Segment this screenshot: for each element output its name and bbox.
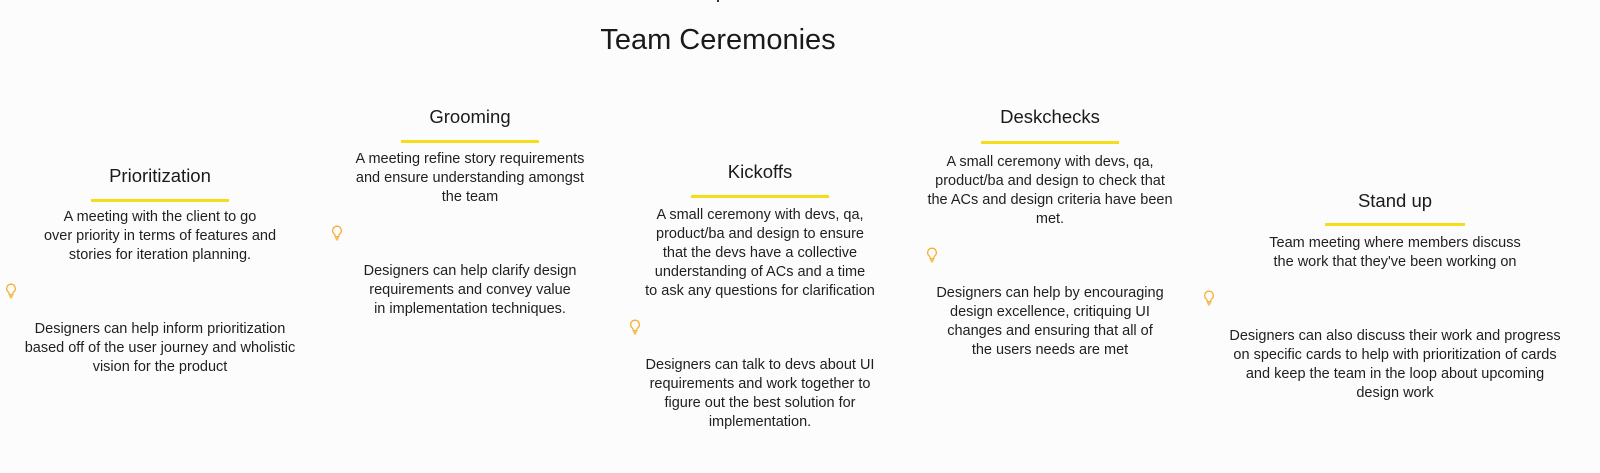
ceremony-tip bbox=[620, 318, 900, 432]
lightbulb-icon bbox=[629, 319, 641, 335]
ceremony-tip-text: Designers can help clarify design requirements and convey value in implementation techniques. bbox=[363, 263, 577, 317]
ceremony-tip-text: Designers can talk to devs about UI requirements and work together to figure out the best solution for implementation. bbox=[645, 357, 875, 430]
ceremony-description: Team meeting where members discuss the work that they've been working on bbox=[1269, 235, 1521, 270]
ceremony-tip-text: Designers can also discuss their work and progress on specific cards to help with prioritization of cards and keep the team in the loop about upcoming design work bbox=[1229, 328, 1561, 401]
ceremony-underline bbox=[401, 140, 539, 143]
ceremony-stand-up bbox=[1210, 189, 1580, 403]
ceremony-kickoffs bbox=[620, 160, 900, 432]
ceremony-tip bbox=[1210, 289, 1580, 403]
ceremony-title: Prioritization bbox=[109, 165, 211, 186]
ceremony-title: Kickoffs bbox=[727, 161, 793, 182]
ceremony-underline bbox=[981, 141, 1119, 144]
ceremony-tip-text: Designers can help by encouraging design excellence, critiquing UI changes and ensuring that all of the users needs are met bbox=[936, 285, 1164, 358]
ceremony-title: Deskchecks bbox=[1000, 106, 1100, 127]
ceremony-tip bbox=[320, 224, 620, 319]
ceremony-description: A meeting with the client to go over priority in terms of features and stories for iteration planning. bbox=[43, 209, 277, 263]
ceremony-tip bbox=[900, 246, 1200, 360]
ceremony-description: A small ceremony with devs, qa, product/ba and design to check that the ACs and design criteria have been met. bbox=[927, 154, 1173, 227]
lightbulb-icon bbox=[1203, 290, 1215, 306]
ceremony-description: A small ceremony with devs, qa, product/ba and design to ensure that the devs have a collective understanding of ACs and a time to ask any questions for clarification bbox=[645, 207, 875, 299]
ceremony-description: A meeting refine story requirements and ensure understanding amongst the team bbox=[355, 151, 585, 205]
ceremony-prioritization bbox=[0, 164, 320, 377]
ceremony-title: Stand up bbox=[1357, 190, 1433, 211]
page-title: Team Ceremonies bbox=[600, 24, 836, 56]
ceremony-tip-text: Designers can help inform prioritization based off of the user journey and wholistic vision for the product bbox=[24, 321, 296, 375]
ceremony-grooming bbox=[320, 105, 620, 319]
ceremony-title: Grooming bbox=[429, 106, 511, 127]
ceremony-deskchecks bbox=[900, 105, 1200, 360]
ceremony-underline bbox=[1325, 223, 1465, 226]
lightbulb-icon bbox=[926, 247, 938, 263]
lightbulb-icon bbox=[5, 283, 17, 299]
ceremony-tip bbox=[0, 282, 320, 377]
lightbulb-icon bbox=[331, 225, 343, 241]
ceremony-underline bbox=[91, 199, 229, 202]
ceremony-underline bbox=[691, 195, 829, 198]
top-divider-mark bbox=[717, 0, 719, 2]
